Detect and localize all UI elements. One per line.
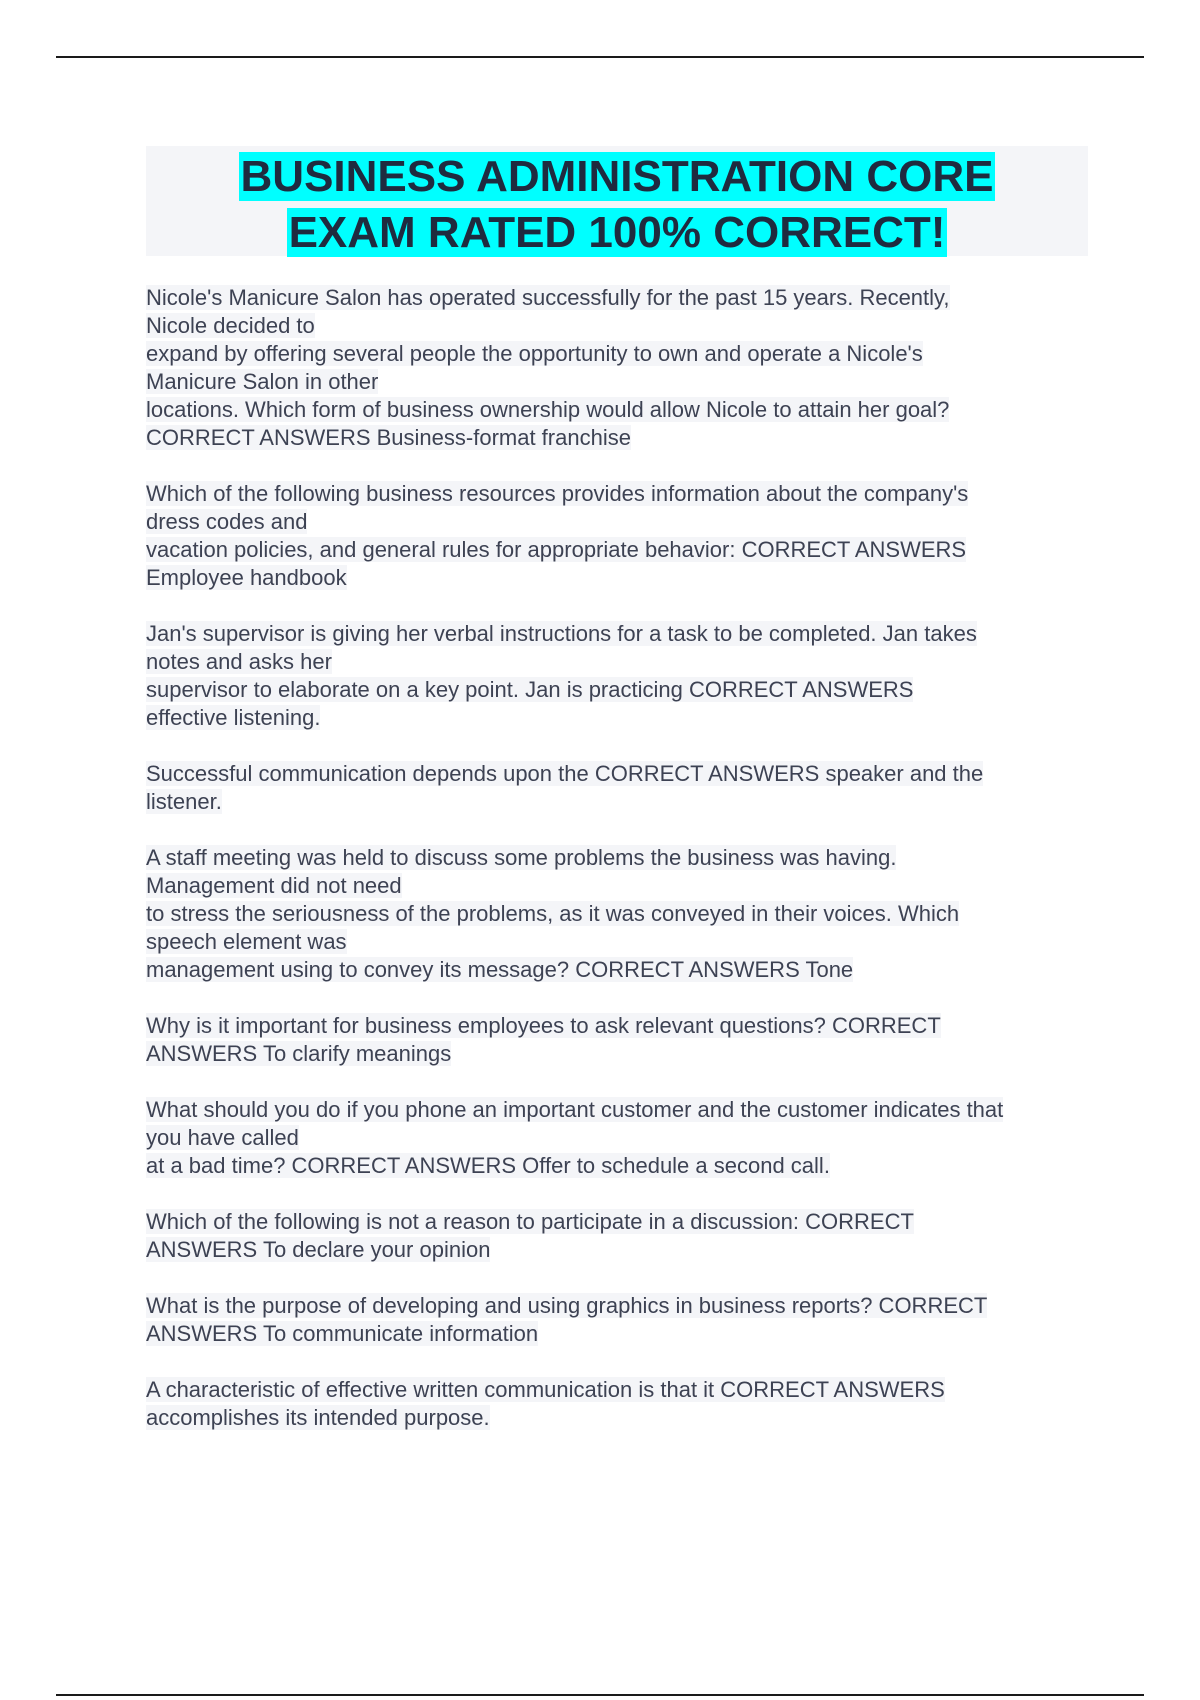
text-line: accomplishes its intended purpose. [146,1405,490,1430]
text-line: expand by offering several people the opportunity to own and operate a Nicole's [146,341,923,366]
qa-text [146,284,1096,452]
qa-item [146,480,1096,592]
qa-text [146,1292,1096,1348]
text-line: dress codes and [146,509,308,534]
document-title [146,146,1088,261]
text-line: locations. Which form of business ownership would allow Nicole to attain her goal? [146,397,950,422]
qa-text [146,620,1096,732]
qa-text [146,1012,1096,1068]
text-line: Employee handbook [146,565,347,590]
text-line: Nicole decided to [146,313,315,338]
qa-text [146,480,1096,592]
text-line: Which of the following is not a reason to participate in a discussion: CORRECT [146,1209,914,1234]
text-line: vacation policies, and general rules for appropriate behavior: CORRECT ANSWERS [146,537,967,562]
qa-item [146,1012,1096,1068]
text-line: listener. [146,789,222,814]
text-line: A characteristic of effective written communication is that it CORRECT ANSWERS [146,1377,945,1402]
text-line: management using to convey its message? CORRECT ANSWERS Tone [146,957,854,982]
qa-text [146,1208,1096,1264]
text-line: Nicole's Manicure Salon has operated successfully for the past 15 years. Recently, [146,285,950,310]
text-line: supervisor to elaborate on a key point. Jan is practicing CORRECT ANSWERS [146,677,914,702]
text-line: Management did not need [146,873,402,898]
qa-item [146,1292,1096,1348]
qa-item [146,1096,1096,1180]
text-line: Which of the following business resources provides information about the company's [146,481,969,506]
qa-item [146,1208,1096,1264]
qa-text [146,1376,1096,1432]
title-line: BUSINESS ADMINISTRATION CORE [240,152,994,201]
text-line: ANSWERS To declare your opinion [146,1237,491,1262]
text-line: Successful communication depends upon the CORRECT ANSWERS speaker and the [146,761,984,786]
title-block [146,146,1088,256]
text-line: to stress the seriousness of the problems, as it was conveyed in their voices. Which [146,901,960,926]
text-line: ANSWERS To clarify meanings [146,1041,452,1066]
text-line: Jan's supervisor is giving her verbal instructions for a task to be completed. Jan takes [146,621,977,646]
qa-item [146,1376,1096,1432]
text-line: ANSWERS To communicate information [146,1321,539,1346]
qa-item [146,620,1096,732]
qa-item [146,844,1096,984]
text-line: speech element was [146,929,347,954]
text-line: Manicure Salon in other [146,369,379,394]
qa-list [146,284,1096,1460]
text-line: at a bad time? CORRECT ANSWERS Offer to schedule a second call. [146,1153,830,1178]
text-line: notes and asks her [146,649,332,674]
text-line: What is the purpose of developing and using graphics in business reports? CORRECT [146,1293,988,1318]
text-line: A staff meeting was held to discuss some problems the business was having. [146,845,897,870]
text-line: Why is it important for business employees to ask relevant questions? CORRECT [146,1013,941,1038]
title-line: EXAM RATED 100% CORRECT! [288,208,946,257]
top-rule [56,56,1144,58]
qa-text [146,1096,1096,1180]
qa-text [146,760,1096,816]
text-line: you have called [146,1125,299,1150]
bottom-rule [56,1694,1144,1696]
text-line: effective listening. [146,705,321,730]
qa-text [146,844,1096,984]
text-line: What should you do if you phone an important customer and the customer indicates that [146,1097,1004,1122]
qa-item [146,284,1096,452]
qa-item [146,760,1096,816]
text-line: CORRECT ANSWERS Business-format franchise [146,425,631,450]
